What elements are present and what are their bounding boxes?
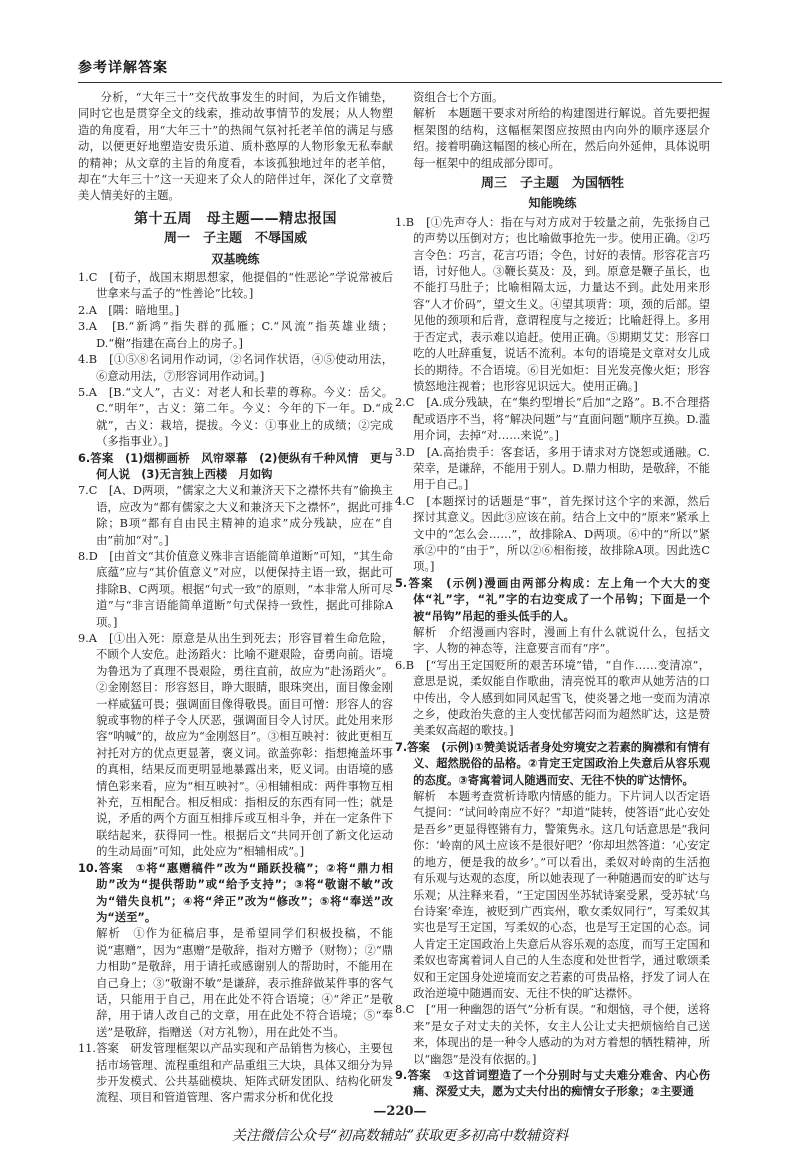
answer-item: 6.B [“写出王定国贬所的艰苦环境”错，“自作……变清凉”，意思是说，柔奴能自作歌曲，清亮悦耳的歌声从她芳洁的口中传出，令人感到如同风起雪飞，使炎暑之地一变而为清凉之乡，使政治失意的主人变忧郁苦闷而为超然旷达，这是赞美柔奴高超的歌技。] (395, 658, 710, 738)
answer-item: 11.答案 研发管理框架以产品实现和产品销售为核心，主要包括市场管理、流程重组和产品重组三大块，具体又细分为异步开发模式、公共基础模块、矩阵式研发团队、结构化研发流程、项目和管道管理、客户需求分析和优化投 (78, 1042, 393, 1105)
subtheme-title: 周三 子主题 为国牺牲 (480, 176, 624, 192)
subtheme-title: 周一 子主题 不辱国威 (163, 231, 307, 247)
answer-item: 4.B [①⑤⑧名词用作动词，②名词作状语，④⑤使动用法，⑥意动用法，⑦形容词用作动词。] (78, 353, 393, 383)
answer-item: 5.答案 (示例)漫画由两部分构成：左上角一个大大的变体“礼”字，“礼”字的右边变成了一个吊钩；下面是一个被“吊钩”吊起的垂头低手的人。 (395, 576, 710, 623)
drill-title: 知能晚练 (528, 196, 577, 211)
footer-note: 关注微信公众号“初高数辅站”获取更多初高中数辅资料 (231, 1128, 569, 1144)
answer-item: 7.答案 (示例)①赞美说话者身处穷境安之若素的胸襟和有情有义、超然脱俗的品格。②肯定王定国政治上失意后从容乐观的态度。③寄寓着词人随遇而安、无往不快的旷达情怀。 (395, 740, 710, 787)
answer-item: 3.A [B.“新鸿”指失群的孤雁；C.“风流”指英雄业绩；D.“榭”指建在高台上的房子。] (78, 320, 393, 350)
left-column (78, 90, 393, 1105)
analysis-paragraph: 解析 ①作为征稿启事，是希望同学们积极投稿，不能说“惠赠”，因为“惠赠”是敬辞，指对方赠予（财物）；②“鼎力相助”是敬辞，用于请托或感谢别人的帮助时，不能用在自己身上；③“敬谢不敏”是谦辞，表示推辞做某件事的客气话，只能用于自己，用在此处不符合语境；④“斧正”是敬辞，用于请人改自己的文章，用在此处不符合语境；⑤“奉送”是敬辞，指赠送（对方礼物），用在此处不当。 (96, 927, 393, 1039)
answer-item: 3.D [A.高抬贵手：客套话，多用于请求对方饶恕或通融。C.荣幸，是谦辞，不能用于别人。D.鼎力相助，是敬辞，不能用于自己。] (395, 445, 710, 492)
analysis-paragraph: 解析 本题题干要求对所给的构建图进行解说。首先要把握框架图的结构，这幅框架图应按照由内向外的顺序逐层介绍。接着明确这幅图的核心所在，然后向外延伸，具体说明每一框架中的组成部分即可。 (413, 107, 710, 170)
continued-answer: 资组合七个方面。 (413, 91, 504, 104)
answer-item: 2.A [隅：暗地里。] (78, 303, 180, 317)
answer-item: 9.A [①出入死：原意是从出生到死去；形容冒着生命危险，不顾个人安危。赴汤蹈火：比喻不避艰险，奋勇向前。语境为鲁迅为了真理不畏艰险，勇往直前，故应为“赴汤蹈火”。②金刚怒目：形容怒目，睁大眼睛，眼珠突出，面目像金刚一样威猛可畏；强调面目像得敬畏。面目可憎：形容人的容貌或事物的样子令人厌恶，强调面目令人讨厌。此处用来形容“呐喊”的，故应为“金刚怒目”。③相互映衬：彼此更相互衬托对方的优点更显著，褒义词。欲盖弥彰：指想掩盖坏事的真相，结果反而更明显地暴露出来，贬义词。由语境的感情色彩来看，应为“相互映衬”。④相辅相成：两件事物互相补充，互相配合。相反相成：指相反的东西有同一性；就是说，矛盾的两个方面互相排斥或互相斗争，并在一定条件下联结起来，获得同一性。根据后文“共同开创了新文化运动的生动局面”可知，此处应为“相辅相成”。] (78, 632, 393, 859)
answer-item: 10.答案 ①将“惠赠稿件”改为“踊跃投稿”；②将“鼎力相助”改为“提供帮助”或“给予支持”；③将“敬谢不敏”改为“错失良机”；④将“斧正”改为“修改”；⑤将“奉送”改为“送至”。 (78, 861, 393, 924)
answer-item: 6.答案 (1)烟柳画桥 风帘翠幕 (2)便纵有千种风情 更与何人说 (3)无言独上西楼 月如钩 (78, 451, 393, 481)
header-rule (78, 82, 722, 83)
answer-item: 8.C [“用一种幽怨的语气”分析有误。“和烟恼，寻个便，送将来”是女子对丈夫的关怀，女主人公让丈夫把烦恼给自己送来，体现出的是一种令人感动的为对方着想的牺牲精神，所以“幽怨”是没有依据的。] (395, 1003, 710, 1066)
answer-item: 7.C [A、D两项，“儒家之大义和兼济天下之襟怀共有”偷换主语，应改为“都有儒家之大义和兼济天下之襟怀”，据此可排除；B项“都有自由民主精神的追求”成分残缺，应在“自由”前加“对”。] (78, 484, 393, 547)
answer-item: 2.C [A.成分残缺，在“集约型增长”后加“之路”。B.不合理搭配或语序不当，将“解决问题”与“直面问题”顺序互换。D.滥用介词，去掉“对……来说”。] (395, 396, 710, 443)
drill-title: 双基晚练 (211, 251, 260, 266)
intro-paragraph: 分析，“大年三十”交代故事发生的时间，为后文作铺垫，同时它也是贯穿全文的线索，推动故事情节的发展；从人物塑造的角度看，用“大年三十”的热闹气氛衬托老羊倌的满足与感动，以便更好地塑造安贵乐道、质朴憨厚的人物形象无私奉献的精神；从文章的主旨的角度看，本该孤独地过年的老羊倌，却在“大年三十”这一天迎来了众人的陪伴过年，深化了文章赞美人情美好的主题。 (78, 91, 393, 203)
answer-item: 1.B [①先声夺人：指在与对方成对于较量之前，先张扬自己的声势以压倒对方；也比喻做事抢先一步。使用正确。②巧言令色：巧言，花言巧语；令色，讨好的表情。形容花言巧语，讨好他人。③鞭长莫及：及，到。原意是鞭子虽长，也不能打马肚子；比喻相隔太远，力量达不到。此处用来形容“人才价码”，望文生义。④望其项背：项，颈的后部。望见他的颈项和后背，意谓程度与之接近；比喻赶得上。多用于否定式，表示难以追赶。使用正确。⑤期期艾艾：形容口吃的人吐辞重复，说话不流利。本句的语境是文章对女儿成长的期待。不合语境。⑥目光如炬：目光发亮像火炬；形容愤怒地注视着；也形容见识远大。使用正确。] (395, 215, 710, 393)
answer-item: 5.A [B.“文人”，古义：对老人和长辈的尊称。今义：岳父。C.“明年”，古义：第二年。今义：今年的下一年。D.“成就”，古义：栽培，提拔。今义：①事业上的成绩；②完成（多指事业）。] (78, 385, 393, 449)
answer-item: 1.C [荀子，战国末期思想家，他提倡的“性恶论”学说常被后世拿来与孟子的“性善论”比较。] (78, 271, 393, 301)
answer-item: 4.C [本题探讨的话题是“事”，首先探讨这个字的来源，然后探讨其意义。因此③应该在前。结合上文中的“原来”紧承上文中的“怎么会……”，故排除A、D两项。⑥中的“所以”紧承②中的“由于”，所以②⑥相衔接，故排除A项。因此选C项。] (395, 494, 710, 574)
answer-item: 9.答案 ①这首词塑造了一个分别时与丈夫难分难舍、内心伤痛、深爱丈夫，愿为丈夫付出的痴情女子形象；②主要通 (395, 1068, 710, 1099)
right-column (395, 90, 710, 1105)
analysis-paragraph: 解析 本题考查赏析诗歌内情感的能力。下片词人以否定语气提问：“试问岭南应不好？”却道“陡转，使答语“此心安处是吾乡”更显得铿锵有力，警策隽永。这几句话意思是“我问你：‘岭南的风土应该不是很好吧？’你却坦然答道：‘心安定的地方，便是我的故乡’。”可以看出，柔奴对岭南的生活抱有乐观与达观的态度，所以她表现了一种随遇而安的旷达与乐观；从注释来看，“王定国因坐苏轼诗案受累，受苏轼‘乌台诗案’牵连，被贬到广西宾州，歌女柔奴同行”，写柔奴其实也是写王定国，写柔奴的心态，也是写王定国的心态。词人肯定王定国政治上失意后从容乐观的态度，而写王定国和柔奴也寄寓着词人自己的人生态度和处世哲学，通过歌颂柔奴和王定国身处逆境而安之若素的可贵品格，抒发了词人在政治逆境中随遇而安、无往不快的旷达襟怀。 (413, 790, 710, 1000)
page-header: 参考详解答案 (78, 60, 168, 76)
answer-item: 8.D [由首文“其价值意义殊非言语能简单道断”可知，“其生命底蕴”应与“其价值意义”对应，以便保持主语一致，据此可排除B、C两项。根据“句式一致”的原则，“本非常人所可尽道”与“非言语能简单道断”句式保持一致性，据此可排除A项。] (78, 549, 393, 629)
page-number: —220— (373, 1104, 427, 1119)
analysis-paragraph: 解析 介绍漫画内容时，漫画上有什么就说什么，包括文字、人物的神态等，注意要言而有“序”。 (413, 626, 710, 656)
week-title: 第十五周 母主题——精忠报国 (134, 210, 337, 227)
